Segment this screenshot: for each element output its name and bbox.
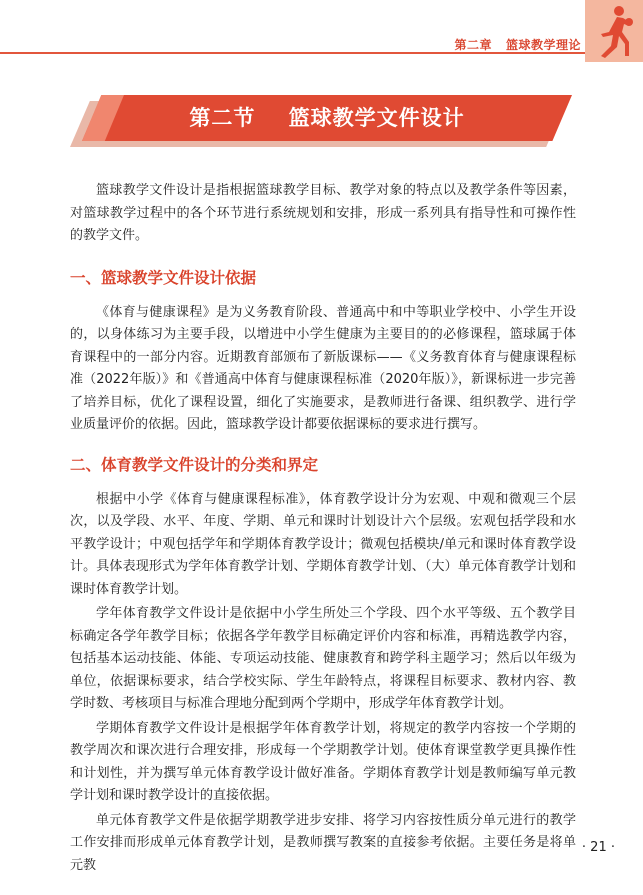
basketball-player-icon — [591, 4, 635, 58]
chapter-title: 篮球教学理论 — [505, 38, 581, 52]
heading-classification: 二、体育教学文件设计的分类和界定 — [70, 455, 319, 474]
page-number: · 21 · — [581, 840, 615, 855]
chapter-number: 第二章 — [454, 38, 492, 52]
body-text — [70, 180, 576, 879]
paragraph-yearly-design: 学年体育教学文件设计是依据中小学生所处三个学段、四个水平等级、五个教学目标确定各学年教学目标；依据各学年教学目标确定评价内容和标准，再精选教学内容，包括基本运动技能、体能、专项运动技能、健康教育和跨学科主题学习；然后以年级为单位，依据课标要求，结合学校实际、学生年龄特点，将课程目标要求、教材内容、教学时数、考核项目与标准合理地分配到两个学期中，形成学年体育教学计划。 — [70, 606, 576, 711]
paragraph-classification: 根据中小学《体育与健康课程标准》，体育教学设计分为宏观、中观和微观三个层次，以及学段、水平、年度、学期、单元和课时计划设计六个层级。宏观包括学段和水平教学设计；中观包括学年和学期体育教学设计；微观包括模块/单元和课时体育教学设计。具体表现形式为学年体育教学计划、学期体育教学计划、（大）单元体育教学计划和课时体育教学计划。 — [70, 491, 576, 597]
paragraph-semester-design: 学期体育教学文件设计是根据学年体育教学计划，将规定的教学内容按一个学期的教学周次和课次进行合理安排，形成每一个学期教学计划。使体育课堂教学更具操作性和计划性，并为撰写单元体育教学设计做好准备。学期体育教学计划是教师编写单元教学计划和课时教学设计的直接依据。 — [70, 720, 576, 803]
section-title: 第二节 篮球教学文件设计 — [189, 106, 465, 130]
intro-paragraph: 篮球教学文件设计是指根据篮球教学目标、教学对象的特点以及教学条件等因素，对篮球教学过程中的各个环节进行系统规划和安排，形成一系列具有指导性和可操作性的教学文件。 — [70, 183, 576, 243]
paragraph-basis: 《体育与健康课程》是为义务教育阶段、普通高中和中等职业学校中、小学生开设的，以身体练习为主要手段，以增进中小学生健康为主要目的的必修课程，篮球属于体育课程中的一部分内容。近期教育部颁布了新版课标——《义务教育体育与健康课程标准（2022年版）》和《普通高中体育与健康课程标准（2020年版）》，新课标进一步完善了培养目标，优化了课程设置，细化了实施要求，是教师进行备课、组织教学、进行学业质量评价的依据。因此，篮球教学设计都要依据课标的要求进行撰写。 — [70, 304, 576, 432]
running-header — [454, 36, 581, 53]
section-banner — [70, 95, 573, 151]
paragraph-unit-design: 单元体育教学文件是依据学期教学进步安排、将学习内容按性质分单元进行的教学工作安排而形成单元体育教学计划，是教师撰写教案的直接参考依据。主要任务是将单元教 — [70, 812, 576, 873]
corner-decoration — [585, 0, 643, 62]
heading-design-basis: 一、篮球教学文件设计依据 — [70, 268, 257, 287]
